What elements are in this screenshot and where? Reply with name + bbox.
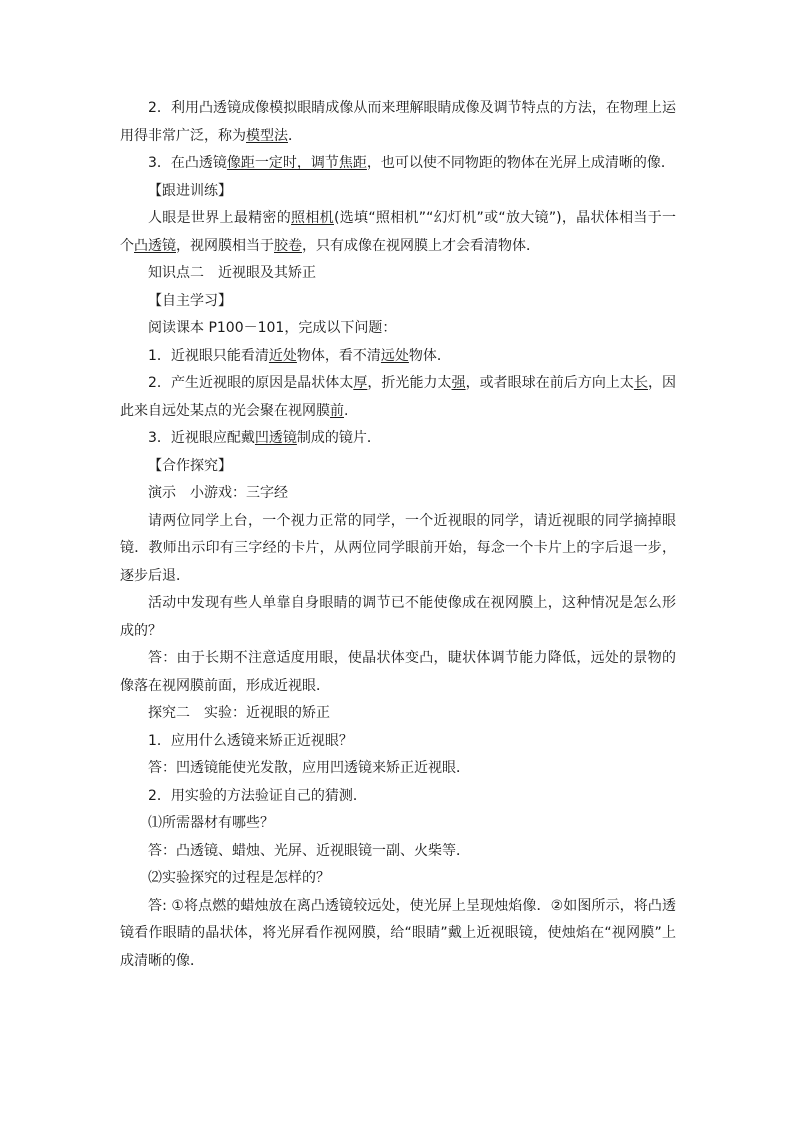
answer-near: 近处 bbox=[268, 347, 297, 364]
answer-front: 前 bbox=[330, 402, 344, 419]
answer-film: 胶卷 bbox=[274, 237, 302, 254]
heading-follow-up-training: 【跟进训练】 bbox=[148, 182, 232, 199]
answer-image-distance: 像距一定时，调节焦距 bbox=[226, 155, 367, 171]
answer-strong: 强 bbox=[451, 375, 466, 391]
heading-self-study: 【自主学习】 bbox=[148, 292, 232, 309]
answer-thick: 厚 bbox=[353, 375, 368, 391]
question-2: 2．用实验的方法验证自己的猜测． bbox=[148, 787, 367, 804]
paragraph-model-method: 2．利用凸透镜成像模拟眼睛成像从而来理解眼睛成像及调节特点的方法，在物理上运用得非常广泛，称为模型法． bbox=[120, 100, 676, 144]
inquiry-two-title: 探究二 实验：近视眼的矫正 bbox=[148, 705, 330, 721]
answer-2-2: 答: ①将点燃的蜡烛放在离凸透镜较远处，使光屏上呈现烛焰像．②如图所示，将凸透镜看作眼睛的晶状体，将光屏看作视网膜，给“眼睛”戴上近视眼镜，使烛焰在“视网膜”上成清晰的像． bbox=[120, 897, 676, 969]
knowledge-point-title: 知识点二 近视眼及其矫正 bbox=[148, 265, 316, 281]
answer-far: 远处 bbox=[380, 347, 409, 364]
question-2-1: ⑴所需器材有哪些？ bbox=[148, 815, 274, 831]
paragraph-eye-camera: 人眼是世界上最精密的照相机(选填“照相机”“幻灯机”或“放大镜”)，晶状体相当于一个凸透镜，视网膜相当于胶卷，只有成像在视网膜上才会看清物体． bbox=[120, 210, 677, 254]
answer-model-method: 模型法 bbox=[246, 127, 288, 144]
paragraph-answer: 答：由于长期不注意适度用眼，使晶状体变凸，睫状体调节能力降低，远处的景物的像落在视网膜前面，形成近视眼． bbox=[120, 650, 676, 694]
paragraph-myopia-cause: 2．产生近视眼的原因是晶状体太厚，折光能力太强，或者眼球在前后方向上太长，因此来自远处某点的光会聚在视网膜前. bbox=[120, 375, 677, 419]
answer-long: 长 bbox=[633, 375, 648, 391]
question-2-2: ⑵实验探究的过程是怎样的？ bbox=[148, 870, 330, 886]
paragraph-question: 活动中发现有些人单靠自身眼睛的调节已不能使像成在视网膜上，这种情况是怎么形成的？ bbox=[120, 595, 676, 639]
document-page bbox=[120, 95, 676, 975]
question-1: 1．应用什么透镜来矫正近视眼？ bbox=[148, 732, 353, 749]
paragraph-focal-adjust: 3．在凸透镜像距一定时，调节焦距，也可以使不同物距的物体在光屏上成清晰的像． bbox=[148, 155, 675, 171]
answer-camera: 照相机 bbox=[291, 210, 334, 226]
paragraph-myopia-sight: 1．近视眼只能看清近处物体，看不清远处物体． bbox=[148, 347, 451, 364]
answer-convex-lens: 凸透镜 bbox=[134, 237, 176, 254]
paragraph-demo-description: 请两位同学上台，一个视力正常的同学，一个近视眼的同学，请近视眼的同学摘掉眼镜．教师出示印有三字经的卡片，从两位同学眼前开始，每念一个卡片上的字后退一步，逐步后退． bbox=[120, 512, 676, 584]
demo-title: 演示 小游戏：三字经 bbox=[148, 485, 288, 501]
answer-2-1: 答：凸透镜、蜡烛、光屏、近视眼镜一副、火柴等． bbox=[148, 842, 470, 859]
answer-concave-lens: 凹透镜 bbox=[254, 430, 297, 446]
paragraph-myopia-correction: 3．近视眼应配戴凹透镜制成的镜片． bbox=[148, 430, 381, 446]
answer-1: 答：凹透镜能使光发散，应用凹透镜来矫正近视眼． bbox=[148, 760, 470, 776]
reading-instruction: 阅读课本 P100－101，完成以下问题： bbox=[148, 320, 397, 336]
heading-cooperative-inquiry: 【合作探究】 bbox=[148, 457, 232, 474]
